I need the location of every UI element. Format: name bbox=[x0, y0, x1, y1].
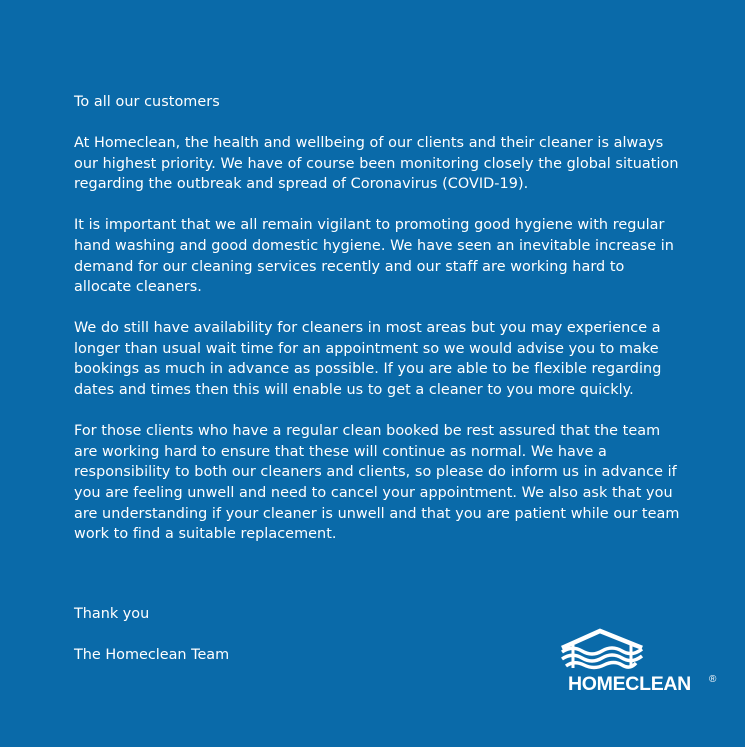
letter-paragraph-4: For those clients who have a regular clean booked be rest assured that the team are working hard to ensure that these will continue as normal. We have a responsibility to both our cleaners and clients, so please do inform us in advance if you are feeling unwell and need to cancel your appointment. We also ask that you are understanding if your cleaner is unwell and that you are patient while our team work to find a suitable replacement. bbox=[74, 423, 680, 543]
letter-paragraph-2: It is important that we all remain vigilant to promoting good hygiene with regular hand washing and good domestic hygiene. We have seen an inevitable increase in demand for our cleaning services recently and our staff are working hard to allocate cleaners. bbox=[74, 217, 674, 296]
letter-body bbox=[74, 92, 684, 565]
letter-paragraph-1: At Homeclean, the health and wellbeing of our clients and their cleaner is always our highest priority. We have of course been monitoring closely the global situation regarding the outbreak and spread of Coronavirus (COVID-19). bbox=[74, 135, 679, 193]
letter-signature: The Homeclean Team bbox=[74, 647, 230, 664]
letter-paragraph-3: We do still have availability for cleaners in most areas but you may experience a longer than usual wait time for an appointment so we would advise you to make bookings as much in advance as possible. If you are able to be flexible regarding dates and times then this will enable us to get a cleaner to you more quickly. bbox=[74, 320, 662, 399]
homeclean-logo bbox=[558, 628, 728, 698]
letter-signoff bbox=[74, 604, 229, 686]
letter-greeting: To all our customers bbox=[74, 94, 220, 110]
letter-closing: Thank you bbox=[74, 606, 150, 622]
house-waves-icon bbox=[560, 628, 644, 672]
logo-wordmark: HOMECLEAN bbox=[568, 673, 691, 695]
registered-mark: ® bbox=[709, 674, 717, 685]
